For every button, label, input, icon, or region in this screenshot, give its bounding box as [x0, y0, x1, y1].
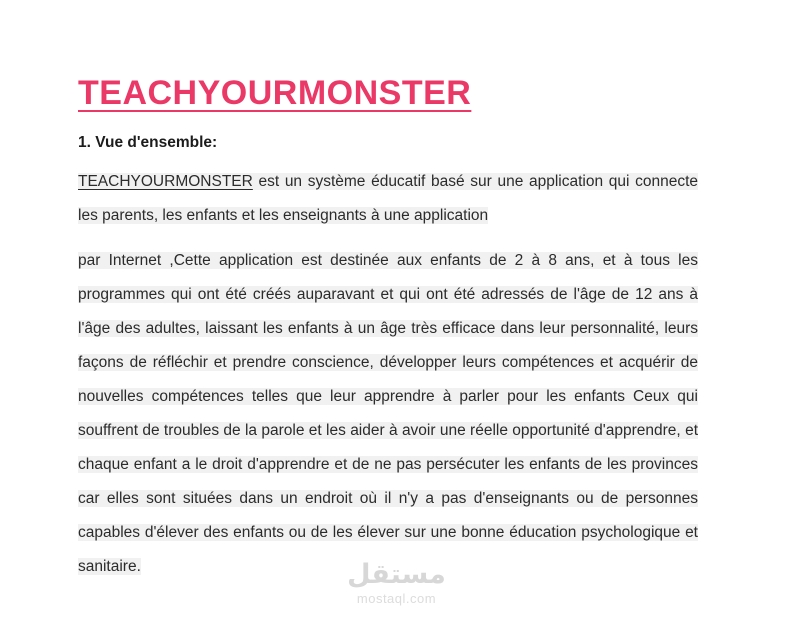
paragraph-body-text: par Internet ,Cette application est destinée aux enfants de 2 à 8 ans, et à tous les programmes qui ont été créés auparavant et qui ont été adressés de l'âge de 12 ans à l'âge des adultes, laissant les enfants à un âge très efficace dans leur personnalité, leurs façons de réfléchir et prendre conscience, développer leurs compétences et acquérir de nouvelles compétences telles que leur apprendre à parler pour les enfants Ceux qui souffrent de troubles de la parole et les aider à avoir une réelle opportunité d'apprendre, et chaque enfant a le droit d'apprendre et de ne pas persécuter les enfants de les provinces car elles sont situées dans un endroit où il n'y a pas d'enseignants ou de personnes capables d'élever des enfants ou de les élever sur une bonne éducation psychologique et sanitaire. — [78, 252, 698, 575]
paragraph-overview-body — [78, 244, 698, 584]
section-heading: 1. Vue d'ensemble: — [78, 134, 218, 151]
document-content — [78, 74, 698, 595]
paragraph-overview-intro — [78, 165, 698, 233]
page-title: TEACHYOURMONSTER — [78, 74, 472, 112]
paragraph-lead-rest: est un système éducatif basé sur une application qui connecte les parents, les enfants et les enseignants à une application — [78, 173, 698, 224]
mostaql-watermark-arabic: مستقل — [347, 559, 446, 590]
paragraph-lead-word: TEACHYOURMONSTER — [78, 173, 253, 190]
mostaql-watermark-domain: mostaql.com — [356, 591, 437, 606]
